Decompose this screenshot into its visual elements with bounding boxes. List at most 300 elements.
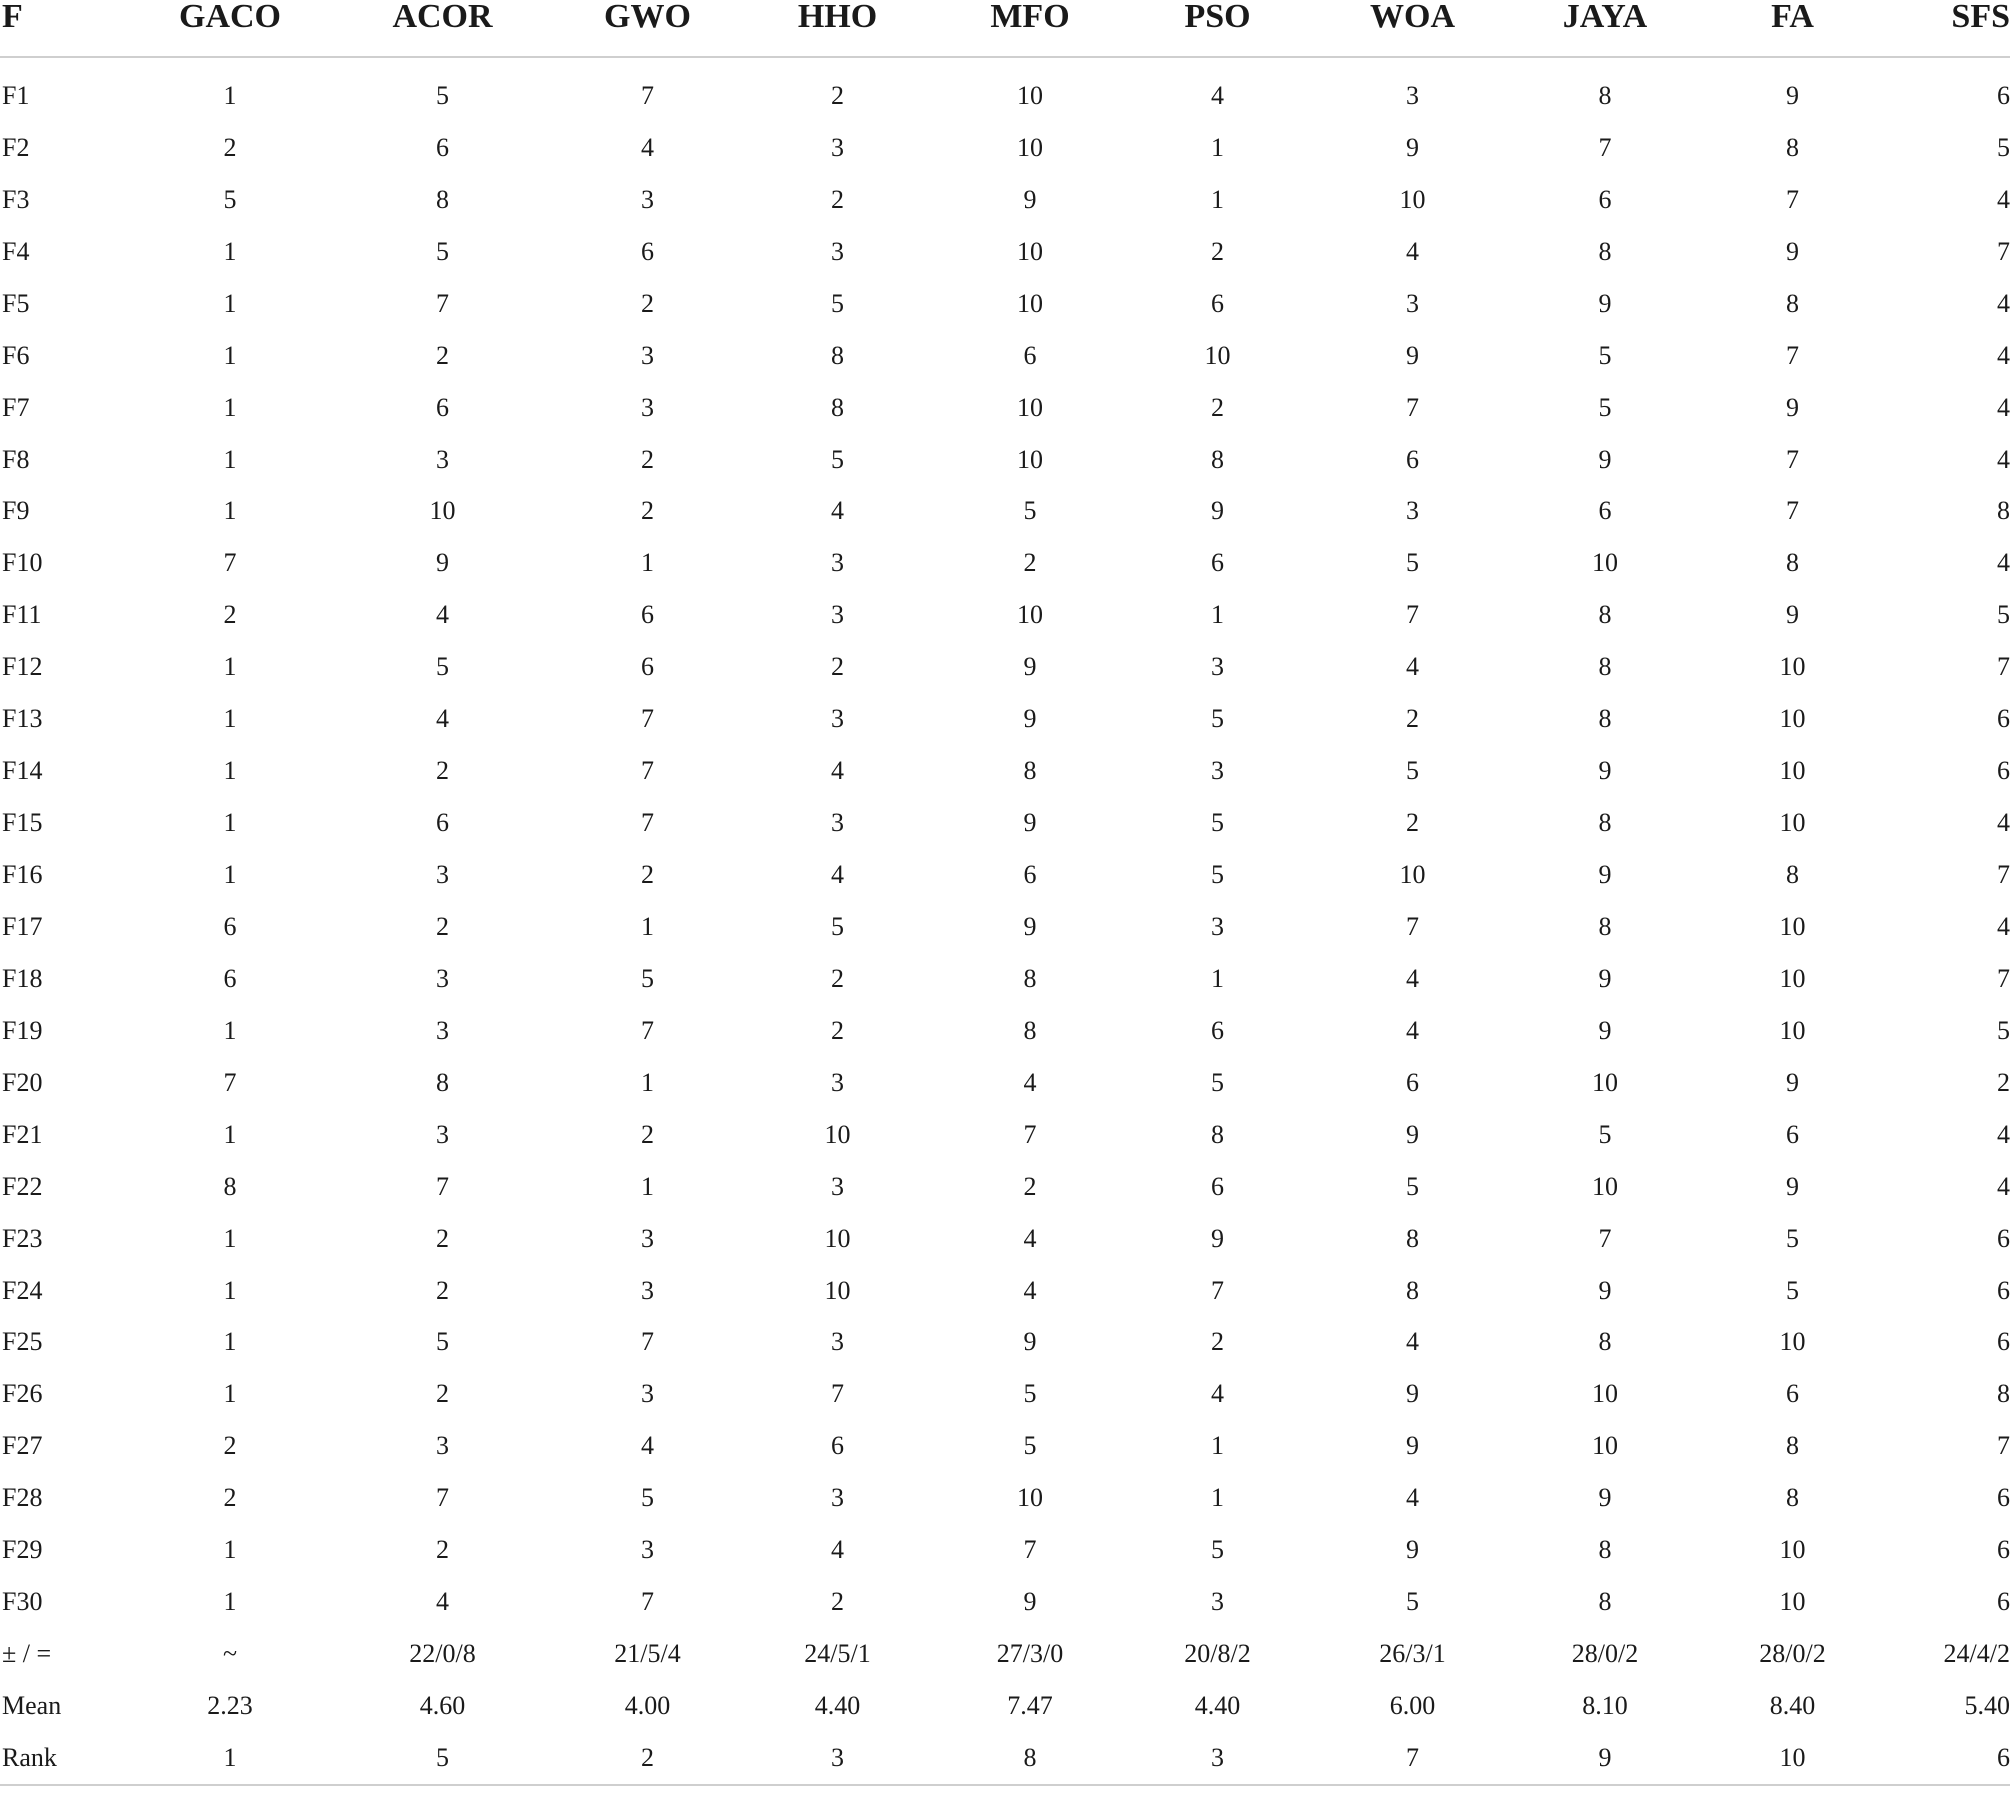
table-row	[0, 1368, 2010, 1420]
table-row	[0, 797, 2010, 849]
table-cell: 5	[1023, 1379, 1037, 1409]
table-row	[0, 1213, 2010, 1265]
column-header: JAYA	[1505, 0, 1705, 57]
table-cell: 1	[1211, 132, 1224, 162]
table-row	[0, 57, 2010, 122]
table-row	[0, 901, 2010, 953]
table-row	[0, 1265, 2010, 1317]
table-cell: 1	[223, 808, 237, 838]
table-cell: 8	[831, 340, 844, 370]
table-cell: 9	[1211, 1223, 1224, 1253]
table-cell: 2	[831, 1587, 844, 1617]
table-cell: 3	[641, 1275, 654, 1305]
table-cell: 8	[1598, 911, 1612, 941]
row-label-cell: F9	[2, 496, 30, 526]
table-cell: 4	[1023, 1067, 1037, 1097]
table-cell: 10	[1399, 860, 1426, 890]
row-label-cell: F18	[2, 963, 43, 993]
table-row	[0, 174, 2010, 226]
table-row	[0, 693, 2010, 745]
table-cell: 28/0/2	[1759, 1639, 1826, 1669]
table-cell: 10	[1779, 652, 1806, 682]
table-cell: 4	[1211, 1379, 1224, 1409]
table-cell: 9	[1598, 1275, 1612, 1305]
table-cell: 9	[1406, 1119, 1419, 1149]
table-cell: 6	[1211, 1015, 1224, 1045]
table-cell: 9	[1023, 652, 1037, 682]
table-cell: 1	[223, 1119, 237, 1149]
table-cell: 20/8/2	[1184, 1639, 1251, 1669]
table-cell: 21/5/4	[614, 1639, 681, 1669]
table-cell: 1	[1211, 1431, 1224, 1461]
table-cell: 4	[831, 756, 844, 786]
table-cell: 6	[641, 600, 654, 630]
table-cell: 6	[436, 392, 449, 422]
table-cell: 5	[1211, 860, 1224, 890]
table-row	[0, 953, 2010, 1005]
row-label-cell: F10	[2, 548, 43, 578]
table-cell: 5	[223, 184, 237, 214]
table-cell: 10	[1779, 1327, 1806, 1357]
table-cell: 7	[223, 548, 237, 578]
table-cell: 7	[1997, 1431, 2010, 1461]
table-cell: 8	[1598, 600, 1612, 630]
table-cell: 4	[1023, 1275, 1037, 1305]
table-cell: 1	[641, 548, 654, 578]
table-cell: 6	[1997, 1327, 2010, 1357]
table-cell: 8	[1997, 496, 2010, 526]
table-cell: 2	[831, 184, 844, 214]
table-cell: 5.40	[1964, 1691, 2010, 1721]
table-cell: 3	[1406, 288, 1419, 318]
row-label-cell: F30	[2, 1587, 43, 1617]
table-row	[0, 1420, 2010, 1472]
table-cell: 3	[831, 1327, 844, 1357]
table-cell: 10	[429, 496, 456, 526]
table-cell: 2	[436, 1223, 449, 1253]
table-cell: 2	[641, 1119, 654, 1149]
table-row	[0, 1628, 2010, 1680]
row-label-cell: F2	[2, 132, 30, 162]
table-cell: 3	[1406, 80, 1419, 110]
table-row	[0, 537, 2010, 589]
table-cell: 9	[1598, 1483, 1612, 1513]
table-cell: 6	[1023, 340, 1037, 370]
table-cell: 2	[436, 340, 449, 370]
table-cell: 3	[436, 1015, 449, 1045]
table-cell: 4	[831, 496, 844, 526]
table-cell: 9	[1598, 288, 1612, 318]
table-row	[0, 641, 2010, 693]
table-cell: 7	[1997, 963, 2010, 993]
table-cell: 7	[1997, 236, 2010, 266]
table-cell: 5	[1598, 340, 1612, 370]
table-cell: 7	[1997, 652, 2010, 682]
table-cell: 28/0/2	[1571, 1639, 1639, 1669]
table-cell: 9	[1505, 1732, 1705, 1785]
table-cell: 1	[223, 80, 237, 110]
table-cell: 4	[641, 1431, 654, 1461]
table-cell: 10	[824, 1275, 851, 1305]
table-cell: 9	[1786, 1171, 1799, 1201]
table-cell: 3	[641, 1223, 654, 1253]
table-cell: 1	[1211, 963, 1224, 993]
table-cell: 8	[1598, 80, 1612, 110]
table-cell: 6.00	[1389, 1691, 1436, 1721]
table-cell: 9	[1023, 184, 1037, 214]
table-row	[0, 122, 2010, 174]
row-label-cell: F11	[2, 600, 42, 630]
table-cell: 4	[436, 600, 449, 630]
table-cell: 9	[436, 548, 449, 578]
table-cell: 6	[1211, 1171, 1224, 1201]
table-cell: 10	[824, 1119, 851, 1149]
table-cell: 8	[1406, 1223, 1419, 1253]
table-cell: 10	[1017, 392, 1043, 422]
column-header: GACO	[140, 0, 320, 57]
table-cell: 5	[1786, 1223, 1799, 1253]
table-cell: 9	[1598, 444, 1612, 474]
table-cell: 2	[831, 80, 844, 110]
table-cell: 9	[1786, 392, 1799, 422]
table-cell: 2	[641, 444, 654, 474]
table-cell: 10	[1592, 1067, 1618, 1097]
table-cell: 6	[1997, 1275, 2010, 1305]
table-cell: 10	[824, 1223, 851, 1253]
table-cell: 10	[1592, 548, 1618, 578]
table-cell: 3	[641, 1535, 654, 1565]
table-row	[0, 1524, 2010, 1576]
table-body	[0, 57, 2010, 1785]
table-cell: 6	[831, 1431, 844, 1461]
table-cell: 8	[1598, 704, 1612, 734]
table-cell: 3	[831, 1171, 844, 1201]
table-cell: 2	[223, 1431, 237, 1461]
table-row	[0, 849, 2010, 901]
row-label-cell: F20	[2, 1067, 43, 1097]
table-cell: 1	[140, 1732, 320, 1785]
table-cell: 4	[1211, 80, 1224, 110]
column-header: ACOR	[320, 0, 565, 57]
table-cell: 4	[1023, 1223, 1037, 1253]
table-cell: 5	[1997, 1015, 2010, 1045]
table-cell: 3	[436, 1431, 449, 1461]
table-cell: 8.10	[1582, 1691, 1628, 1721]
table-cell: 8	[1786, 1483, 1799, 1513]
table-cell: 3	[1406, 496, 1419, 526]
table-cell: 5	[436, 1327, 449, 1357]
table-cell: 4	[436, 704, 449, 734]
table-cell: 9	[1406, 132, 1419, 162]
table-cell: 10	[1017, 236, 1043, 266]
row-label-cell: F15	[2, 808, 43, 838]
table-cell: 4.40	[1194, 1691, 1241, 1721]
table-cell: 27/3/0	[996, 1639, 1064, 1669]
row-label-cell: F21	[2, 1119, 43, 1149]
row-label-cell: F7	[2, 392, 30, 422]
table-cell: 7	[1406, 911, 1419, 941]
table-cell: 8	[945, 1732, 1115, 1785]
table-cell: 1	[641, 1067, 654, 1097]
table-cell: 5	[1023, 496, 1037, 526]
table-cell: 10	[1779, 963, 1806, 993]
table-cell: 10	[1779, 704, 1806, 734]
row-label-cell: Mean	[2, 1691, 62, 1721]
table-row	[0, 330, 2010, 382]
table-cell: 5	[1211, 704, 1224, 734]
table-cell: 4.60	[419, 1691, 466, 1721]
table-cell: 4	[1997, 911, 2010, 941]
row-label-cell: F1	[2, 80, 30, 110]
table-cell: 4	[1997, 808, 2010, 838]
table-cell: 9	[1598, 860, 1612, 890]
table-cell: 8	[1211, 444, 1224, 474]
table-cell: 26/3/1	[1379, 1639, 1446, 1669]
table-cell: 2	[831, 963, 844, 993]
table-cell: 3	[1115, 1732, 1320, 1785]
table-cell: 2	[436, 1275, 449, 1305]
table-cell: 4	[831, 1535, 844, 1565]
column-header: MFO	[945, 0, 1115, 57]
row-label-cell: F28	[2, 1483, 43, 1513]
table-cell: 5	[1598, 392, 1612, 422]
table-row	[0, 278, 2010, 330]
table-cell: 9	[1406, 1379, 1419, 1409]
column-header: FA	[1705, 0, 1880, 57]
table-cell: 1	[223, 1275, 237, 1305]
table-cell: 9	[1023, 911, 1037, 941]
table-cell: 5	[1211, 1067, 1224, 1097]
table-cell: 7	[641, 756, 654, 786]
table-cell: 9	[1786, 600, 1799, 630]
table-cell: 10	[1017, 600, 1043, 630]
table-row	[0, 1472, 2010, 1524]
table-cell: 10	[1779, 1587, 1806, 1617]
table-cell: 4	[1997, 548, 2010, 578]
table-cell: 1	[223, 340, 237, 370]
table-cell: 7	[1406, 392, 1419, 422]
table-cell: 5	[831, 288, 844, 318]
table-cell: 8.40	[1769, 1691, 1816, 1721]
table-cell: 7	[1997, 860, 2010, 890]
table-cell: 8	[1598, 236, 1612, 266]
table-cell: 9	[1023, 1587, 1037, 1617]
table-cell: 9	[1598, 963, 1612, 993]
table-cell: 9	[1786, 80, 1799, 110]
table-cell: 1	[641, 1171, 654, 1201]
column-header: PSO	[1115, 0, 1320, 57]
table-cell: 5	[1406, 1587, 1419, 1617]
table-cell: 3	[831, 704, 844, 734]
table-cell: 6	[1997, 1535, 2010, 1565]
table-cell: 1	[223, 704, 237, 734]
table-cell: 6	[223, 911, 237, 941]
table-cell: 2	[1211, 392, 1224, 422]
table-cell: 4	[1997, 288, 2010, 318]
table-cell: 7	[436, 1483, 449, 1513]
table-cell: 3	[436, 860, 449, 890]
table-cell: 7	[831, 1379, 844, 1409]
table-row	[0, 589, 2010, 641]
table-cell: 1	[641, 911, 654, 941]
table-cell: 7	[436, 1171, 449, 1201]
table-cell: 1	[223, 392, 237, 422]
table-cell: 6	[1786, 1379, 1799, 1409]
table-cell: 1	[1211, 1483, 1224, 1513]
table-cell: ~	[222, 1639, 238, 1669]
table-cell: 5	[436, 652, 449, 682]
table-cell: 3	[1211, 652, 1224, 682]
table-cell: 2	[1211, 1327, 1224, 1357]
table-cell: 8	[223, 1171, 237, 1201]
table-cell: 1	[223, 1587, 237, 1617]
table-cell: 3	[831, 236, 844, 266]
row-label-cell: F27	[2, 1431, 43, 1461]
table-cell: 10	[1592, 1431, 1618, 1461]
table-cell: 3	[831, 600, 844, 630]
table-cell: 8	[1598, 652, 1612, 682]
table-cell: 4	[1406, 1483, 1419, 1513]
table-cell: 5	[1786, 1275, 1799, 1305]
table-cell: 2.23	[207, 1691, 253, 1721]
table-cell: 8	[1598, 1327, 1612, 1357]
row-label-cell: F5	[2, 288, 30, 318]
table-cell: 5	[320, 1732, 565, 1785]
table-cell: 9	[1023, 704, 1037, 734]
table-cell: 4	[831, 860, 844, 890]
column-header: WOA	[1320, 0, 1505, 57]
table-cell: 9	[1406, 1535, 1419, 1565]
table-cell: 6	[1598, 184, 1612, 214]
table-cell: 4	[1406, 652, 1419, 682]
table-cell: 5	[641, 963, 654, 993]
row-label-cell: F3	[2, 184, 30, 214]
table-cell: 22/0/8	[409, 1639, 476, 1669]
table-cell: 8	[1786, 288, 1799, 318]
table-cell: 2	[565, 1732, 730, 1785]
table-cell: 7	[641, 80, 654, 110]
table-cell: 5	[1406, 548, 1419, 578]
table-cell: 2	[641, 496, 654, 526]
table-cell: 1	[1211, 600, 1224, 630]
table-cell: 10	[1204, 340, 1231, 370]
table-cell: 3	[641, 1379, 654, 1409]
table-cell: 2	[831, 1015, 844, 1045]
table-cell: 6	[223, 963, 237, 993]
table-cell: 3	[436, 1119, 449, 1149]
table-cell: 6	[436, 808, 449, 838]
table-cell: 1	[223, 496, 237, 526]
table-cell: 4	[1406, 236, 1419, 266]
table-cell: 7	[641, 1015, 654, 1045]
row-label-cell: F12	[2, 652, 43, 682]
table-header-row	[0, 0, 2010, 57]
table-cell: 5	[1406, 756, 1419, 786]
table-cell: 3	[641, 340, 654, 370]
table-cell: 8	[436, 184, 449, 214]
table-cell: 9	[1786, 1067, 1799, 1097]
table-cell: 10	[1779, 1015, 1806, 1045]
table-cell: 8	[436, 1067, 449, 1097]
table-cell: 1	[223, 652, 237, 682]
table-cell: 3	[831, 1483, 844, 1513]
table-cell: 1	[223, 1327, 237, 1357]
table-cell: 3	[831, 1067, 844, 1097]
table-cell: 4	[1997, 444, 2010, 474]
table-cell: 7	[641, 1587, 654, 1617]
row-label-cell: F24	[2, 1275, 43, 1305]
table-cell: 9	[1406, 340, 1419, 370]
table-cell: 6	[1786, 1119, 1799, 1149]
table-cell: 8	[831, 392, 844, 422]
table-cell: 8	[1786, 548, 1799, 578]
row-label-cell: F25	[2, 1327, 43, 1357]
table-cell: 9	[1786, 236, 1799, 266]
table-cell: 9	[1023, 808, 1037, 838]
table-row	[0, 486, 2010, 538]
table-cell: 4.40	[814, 1691, 861, 1721]
table-cell: 3	[831, 132, 844, 162]
table-cell: 1	[223, 860, 237, 890]
table-cell: 2	[223, 600, 237, 630]
table-cell: 3	[831, 808, 844, 838]
table-cell: 5	[436, 236, 449, 266]
row-label-cell: F17	[2, 911, 43, 941]
row-label-cell: F23	[2, 1223, 43, 1253]
table-cell: 2	[436, 911, 449, 941]
table-cell: 9	[1211, 496, 1224, 526]
table-cell: 6	[1880, 1732, 2010, 1785]
table-cell: 10	[1779, 911, 1806, 941]
table-cell: 7	[1786, 184, 1799, 214]
table-cell: 10	[1705, 1732, 1880, 1785]
table-row	[0, 226, 2010, 278]
row-label-cell: F8	[2, 444, 30, 474]
table-cell: 3	[1211, 1587, 1224, 1617]
table-cell: 6	[1211, 548, 1224, 578]
table-cell: 6	[1406, 444, 1419, 474]
table-cell: 6	[1997, 1483, 2010, 1513]
table-cell: 9	[1023, 1327, 1037, 1357]
table-cell: 5	[831, 444, 844, 474]
table-cell: 3	[641, 392, 654, 422]
column-header: F	[0, 0, 140, 57]
table-cell: 9	[1598, 1015, 1612, 1045]
table-cell: 5	[1997, 132, 2010, 162]
row-label-cell: F16	[2, 860, 43, 890]
table-row	[0, 1057, 2010, 1109]
row-label-cell: F14	[2, 756, 43, 786]
table-cell: 7.47	[1007, 1691, 1053, 1721]
table-cell: 6	[1997, 1587, 2010, 1617]
table-cell: 24/4/2	[1943, 1639, 2010, 1669]
table-cell: 8	[1786, 860, 1799, 890]
table-cell: 10	[1779, 1535, 1806, 1565]
table-row	[0, 1317, 2010, 1369]
table-cell: 4	[1997, 184, 2010, 214]
table-cell: 7	[641, 1327, 654, 1357]
table-cell: 5	[831, 911, 844, 941]
table-cell: 5	[1211, 1535, 1224, 1565]
table-cell: 4	[1997, 392, 2010, 422]
table-cell: 5	[1023, 1431, 1037, 1461]
row-label-cell: F19	[2, 1015, 43, 1045]
table-cell: 6	[641, 652, 654, 682]
table-cell: 2	[1023, 548, 1037, 578]
table-cell: 7	[641, 704, 654, 734]
table-cell: 7	[1598, 132, 1612, 162]
table-cell: 7	[1786, 496, 1799, 526]
